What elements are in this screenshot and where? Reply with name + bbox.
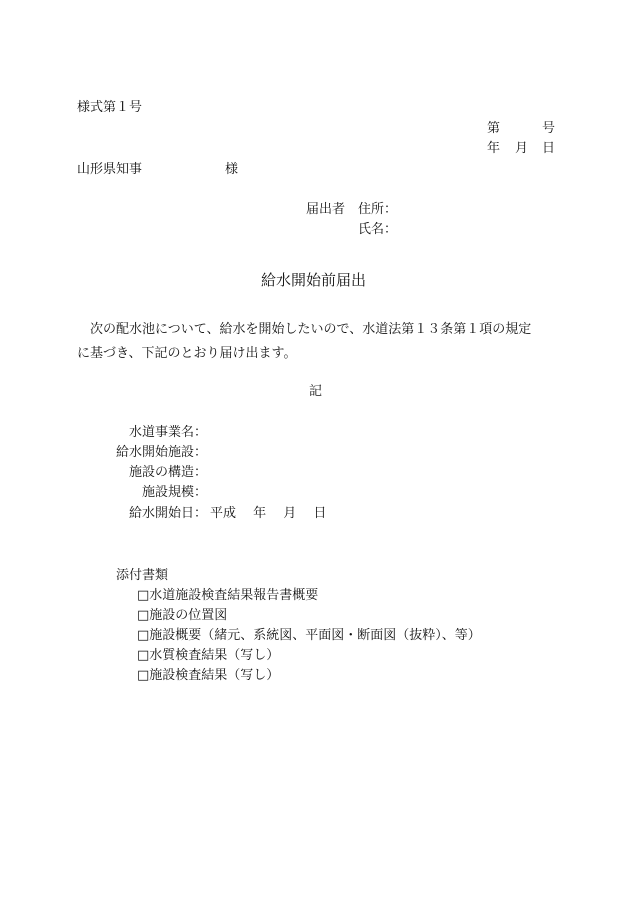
document-title: 給水開始前届出 (261, 271, 367, 289)
field-row (77, 446, 207, 464)
notifier-label: 届出者 (306, 202, 346, 217)
ki-marker: 記 (309, 384, 323, 399)
doc-number-prefix: 第 (487, 121, 501, 136)
attachment-item: □施設概要（緒元、系統図、平面図・断面図（抜粋）、等） (137, 628, 481, 643)
attachment-item: □施設の位置図 (137, 608, 228, 623)
form-number: 様式第１号 (77, 100, 143, 115)
date-day: 日 (542, 141, 556, 156)
field-label-structure: 施設の構造： (128, 465, 207, 480)
doc-number-suffix: 号 (542, 121, 556, 136)
attachment-item: □水質検査結果（写し） (137, 648, 280, 663)
field-row (77, 486, 207, 504)
body-paragraph (77, 318, 557, 366)
body-line-1: 次の配水池について、給水を開始したいので、水道法第１３条第１項の規定 (90, 322, 532, 337)
notifier-address-label: 住所： (358, 202, 398, 217)
addressee-honorific: 様 (225, 162, 239, 177)
field-row (77, 426, 207, 444)
attachment-item: □施設検査結果（写し） (137, 668, 280, 683)
notifier-name-label: 氏名： (358, 222, 398, 237)
field-row (77, 466, 207, 484)
field-label-facility: 給水開始施設： (115, 445, 207, 460)
date-month: 月 (515, 141, 529, 156)
field-label-start-date: 給水開始日： (128, 506, 207, 521)
body-line-2: に基づき、下記のとおり届け出ます。 (77, 346, 297, 361)
attachment-item: □水道施設検査結果報告書概要 (137, 588, 319, 603)
addressee-name: 山形県知事 (77, 162, 143, 177)
field-label-scale: 施設規模： (141, 485, 207, 500)
field-label-water-utility-name: 水道事業名： (128, 425, 207, 440)
field-row (77, 507, 207, 525)
attachments-heading: 添付書類 (116, 568, 169, 583)
field-value-start-date: 平成 年 月 日 (210, 506, 327, 521)
date-year: 年 (487, 141, 501, 156)
